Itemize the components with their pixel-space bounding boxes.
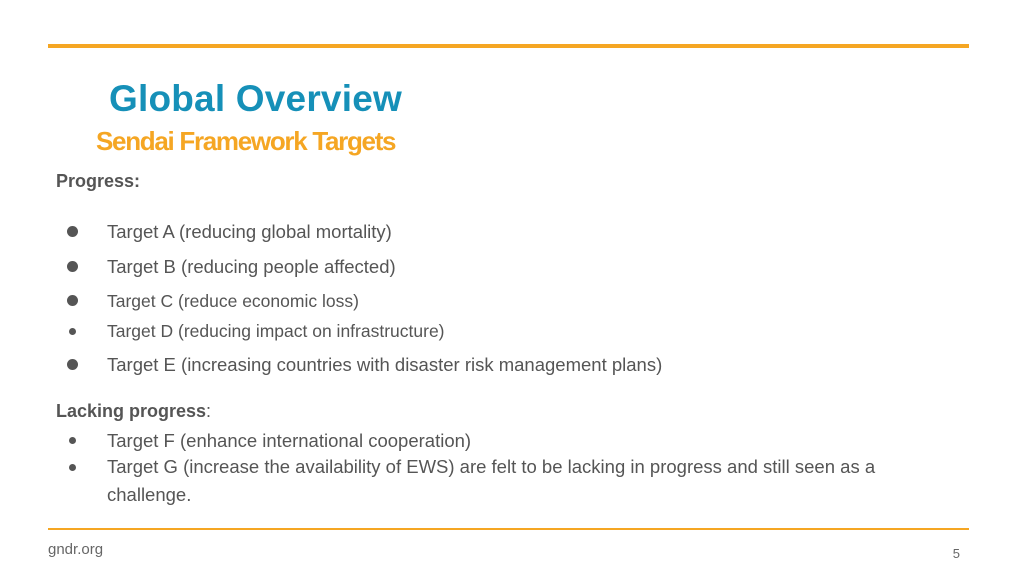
- list-item-target-c: Target C (reduce economic loss): [107, 291, 359, 311]
- progress-heading-text: Progress:: [56, 171, 141, 191]
- progress-heading: [56, 171, 140, 192]
- top-divider: [48, 44, 969, 48]
- lacking-progress-colon: :: [206, 401, 212, 421]
- list-item-target-f: Target F (enhance international cooperation): [107, 430, 472, 451]
- bullet-icon: [67, 359, 78, 370]
- bullet-icon: [67, 226, 78, 237]
- footer-website: gndr.org: [48, 541, 104, 558]
- lacking-progress-heading-text: Lacking progress: [56, 401, 207, 421]
- slide-title: Global Overview: [109, 78, 402, 119]
- bottom-divider: [48, 528, 969, 530]
- slide-subtitle: Sendai Framework Targets: [96, 126, 396, 156]
- list-item-target-g: Target G (increase the availability of EWS) are felt to be lacking in progress and still seen as a challenge.: [107, 456, 876, 505]
- list-item-target-b: Target B (reducing people affected): [107, 256, 396, 277]
- bullet-icon: [67, 295, 78, 306]
- list-item-target-a: Target A (reducing global mortality): [107, 221, 392, 242]
- bullet-icon: [69, 437, 76, 444]
- lacking-progress-heading: [56, 401, 211, 422]
- page-number: 5: [952, 546, 960, 561]
- bullet-icon: [67, 261, 78, 272]
- bullet-icon: [69, 464, 76, 471]
- list-item-target-d: Target D (reducing impact on infrastructure): [107, 321, 445, 341]
- bullet-icon: [69, 328, 76, 335]
- list-item-target-e: Target E (increasing countries with disaster risk management plans): [107, 354, 663, 375]
